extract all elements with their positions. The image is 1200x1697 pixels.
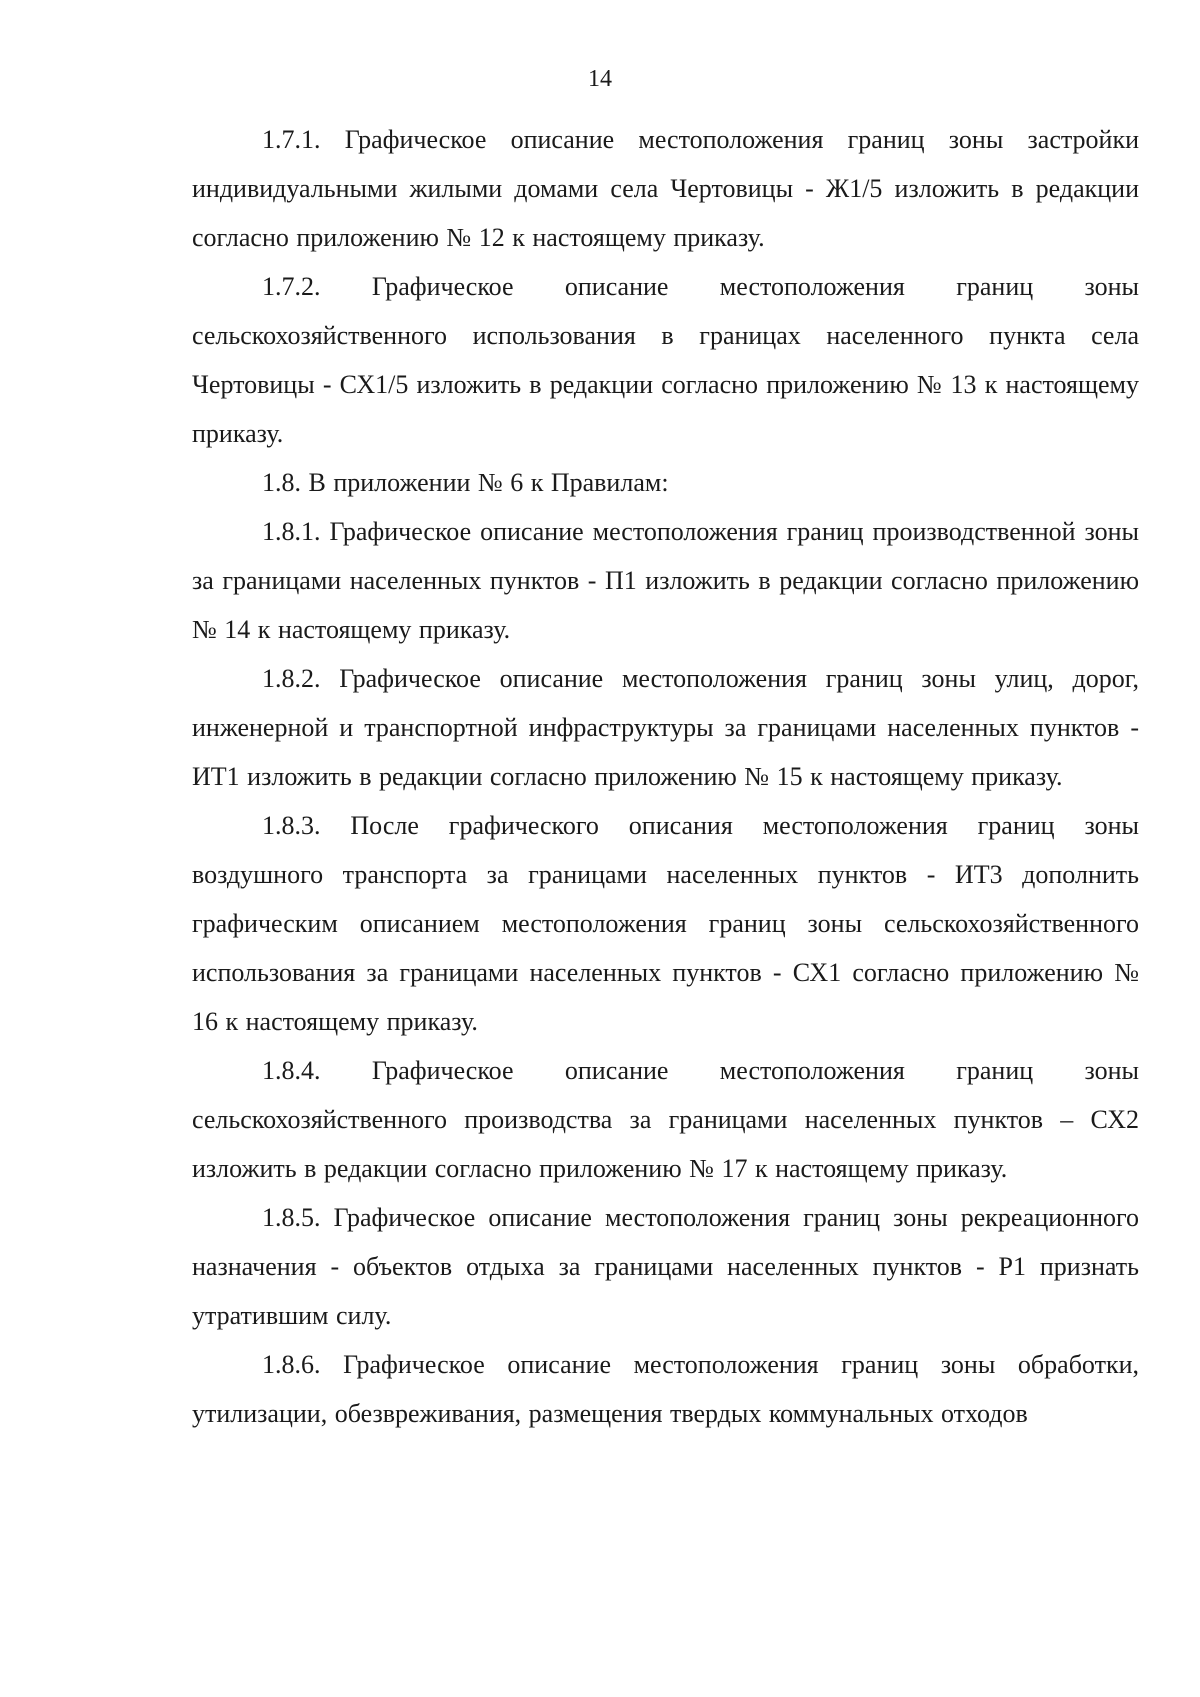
document-body (192, 115, 1139, 1438)
paragraph-1-8-1: 1.8.1. Графическое описание местоположения границ производственной зоны за границами населенных пунктов - П1 изложить в редакции согласно приложению № 14 к настоящему приказу. (192, 517, 1139, 644)
paragraph-1-8-3: 1.8.3. После графического описания местоположения границ зоны воздушного транспорта за границами населенных пунктов - ИТ3 дополнить графическим описанием местоположения границ зоны сельскохозяйственного использования за границами населенных пунктов - СХ1 согласно приложению № 16 к настоящему приказу. (192, 811, 1139, 1036)
page-number: 14 (588, 66, 612, 92)
paragraph-1-7-1: 1.7.1. Графическое описание местоположения границ зоны застройки индивидуальными жилыми домами села Чертовицы - Ж1/5 изложить в редакции согласно приложению № 12 к настоящему приказу. (192, 125, 1139, 252)
paragraph-1-8-5: 1.8.5. Графическое описание местоположения границ зоны рекреационного назначения - объектов отдыха за границами населенных пунктов - Р1 признать утратившим силу. (192, 1203, 1139, 1330)
paragraph-1-7-2: 1.7.2. Графическое описание местоположения границ зоны сельскохозяйственного использования в границах населенного пункта села Чертовицы - СХ1/5 изложить в редакции согласно приложению № 13 к настоящему приказу. (192, 272, 1139, 448)
paragraph-1-8-6: 1.8.6. Графическое описание местоположения границ зоны обработки, утилизации, обезвреживания, размещения твердых коммунальных отходов (192, 1350, 1139, 1428)
paragraph-1-8-4: 1.8.4. Графическое описание местоположения границ зоны сельскохозяйственного производства за границами населенных пунктов – СХ2 изложить в редакции согласно приложению № 17 к настоящему приказу. (192, 1056, 1139, 1183)
paragraph-1-8-2: 1.8.2. Графическое описание местоположения границ зоны улиц, дорог, инженерной и транспортной инфраструктуры за границами населенных пунктов - ИТ1 изложить в редакции согласно приложению № 15 к настоящему приказу. (192, 664, 1139, 791)
paragraph-1-8: 1.8. В приложении № 6 к Правилам: (262, 468, 669, 497)
